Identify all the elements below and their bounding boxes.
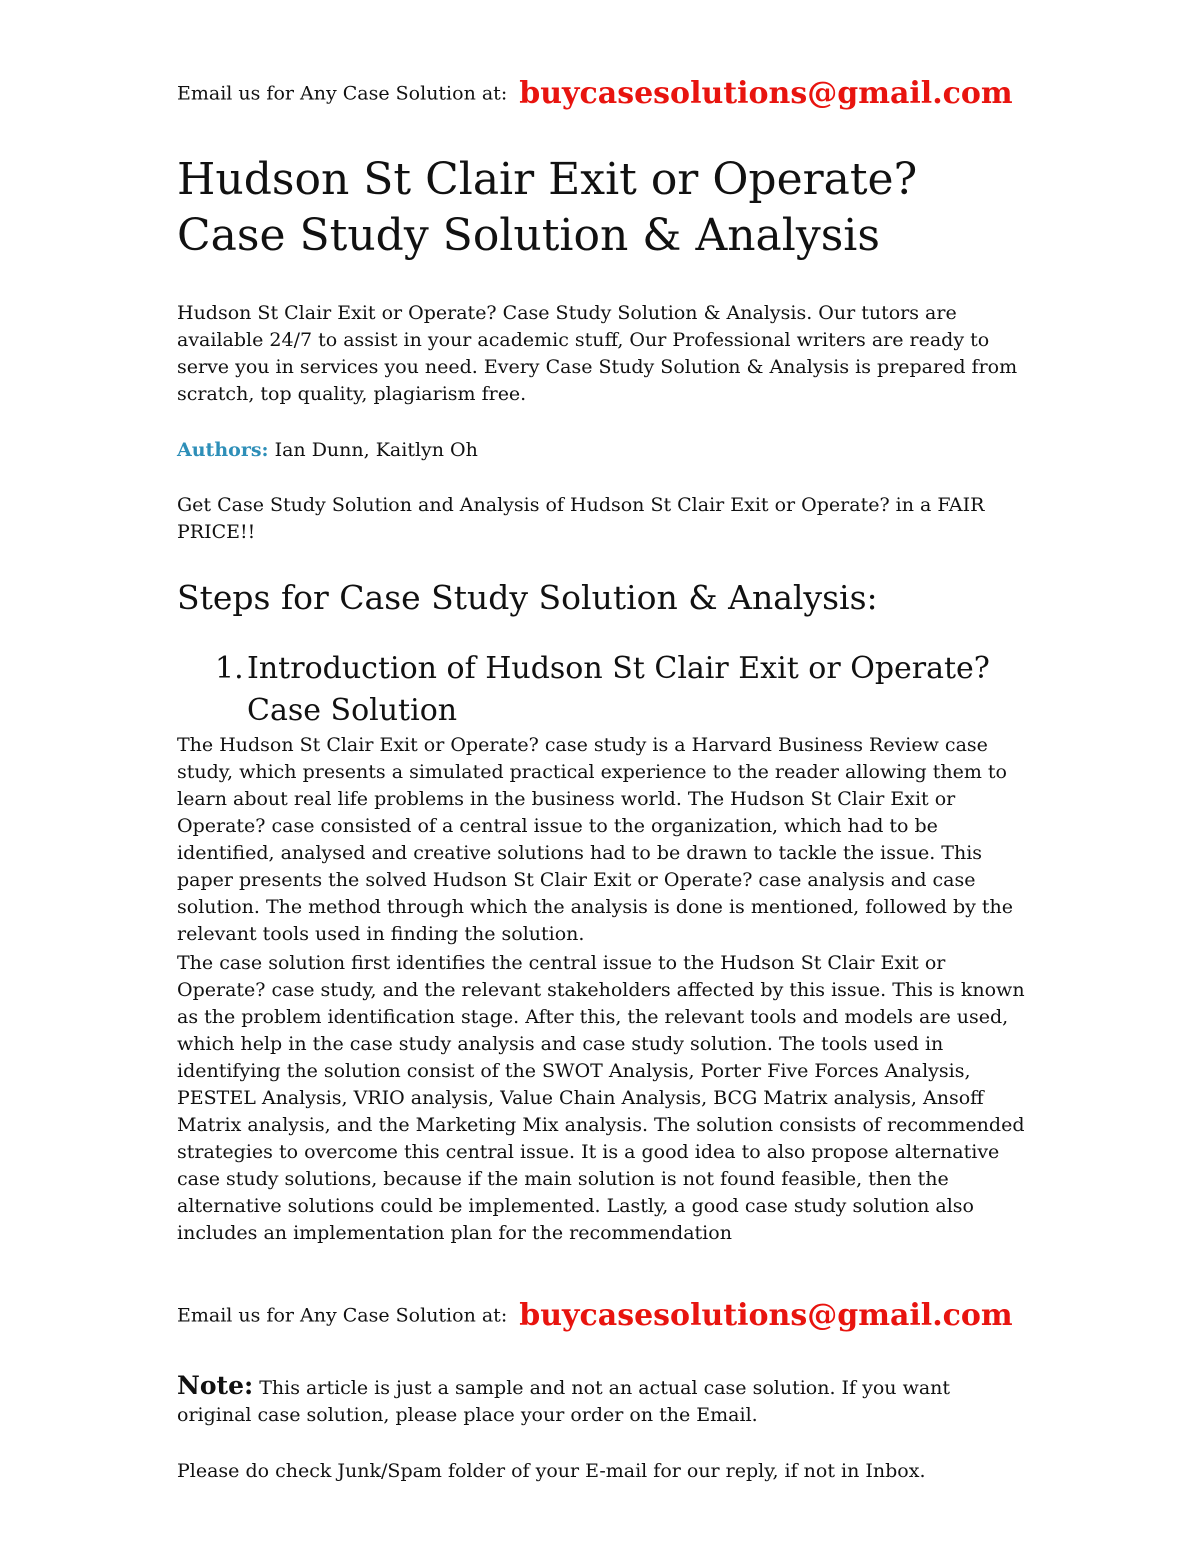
authors-names: Ian Dunn, Kaitlyn Oh [274, 439, 478, 461]
page-title [177, 152, 1037, 264]
steps-heading: Steps for Case Study Solution & Analysis: [177, 578, 878, 617]
body-paragraph-2: The case solution first identifies the central issue to the Hudson St Clair Exit or Operate? case study, and the relevant stakeholders affected by this issue. This is known as the problem identification stage. After this, the relevant tools and models are used, which help in the case study analysis and case study solution. The tools used in identifying the solution consist of the SWOT Analysis, Porter Five Forces Analysis, PESTEL Analysis, VRIO analysis, Value Chain Analysis, BCG Matrix analysis, Ansoff Matrix analysis, and the Marketing Mix analysis. The solution consists of recommended strategies to overcome this central issue. It is a good idea to also propose alternative case study solutions, because if the main solution is not found feasible, then the alternative solutions could be implemented. Lastly, a good case study solution also includes an implementation plan for the recommendation [177, 952, 1025, 1244]
note-paragraph [177, 1372, 1027, 1429]
intro-paragraph: Hudson St Clair Exit or Operate? Case Study Solution & Analysis. Our tutors are available 24/7 to assist in your academic stuff, Our Professional writers are ready to serve you in services you need. Every Case Study Solution & Analysis is prepared from scratch, top quality, plagiarism free. [177, 302, 1018, 405]
note-label: Note: [177, 1371, 254, 1400]
footer-email-label: Email us for Any Case Solution at: [177, 1304, 508, 1327]
step1-number: 1. [215, 651, 244, 686]
step1-title-line1: Introduction of Hudson St Clair Exit or Operate? [247, 651, 990, 686]
page-title-line1: Hudson St Clair Exit or Operate? [177, 154, 918, 205]
step1-heading [215, 648, 995, 732]
note-text: This article is just a sample and not an actual case solution. If you want original case solution, please place your order on the Email. [177, 1377, 951, 1426]
footer-email-address[interactable]: buycasesolutions@gmail.com [519, 1298, 1013, 1333]
fair-price-paragraph: Get Case Study Solution and Analysis of Hudson St Clair Exit or Operate? in a FAIR PRICE!! [177, 494, 985, 543]
header-email-label: Email us for Any Case Solution at: [177, 82, 508, 105]
header-email-address[interactable]: buycasesolutions@gmail.com [519, 76, 1013, 111]
step1-title-line2: Case Solution [247, 693, 458, 728]
authors-label: Authors: [177, 439, 269, 461]
authors-line [177, 437, 1027, 464]
page-title-line2: Case Study Solution & Analysis [177, 210, 880, 261]
body-paragraph-1: The Hudson St Clair Exit or Operate? case study is a Harvard Business Review case study, which presents a simulated practical experience to the reader allowing them to learn about real life problems in the business world. The Hudson St Clair Exit or Operate? case consisted of a central issue to the organization, which had to be identified, analysed and creative solutions had to be drawn to tackle the issue. This paper presents the solved Hudson St Clair Exit or Operate? case analysis and case solution. The method through which the analysis is done is mentioned, followed by the relevant tools used in finding the solution. [177, 734, 1014, 945]
junk-notice: Please do check Junk/Spam folder of your E-mail for our reply, if not in Inbox. [177, 1460, 926, 1482]
footer-email-line [177, 1298, 1013, 1333]
header-email-line [177, 76, 1013, 111]
